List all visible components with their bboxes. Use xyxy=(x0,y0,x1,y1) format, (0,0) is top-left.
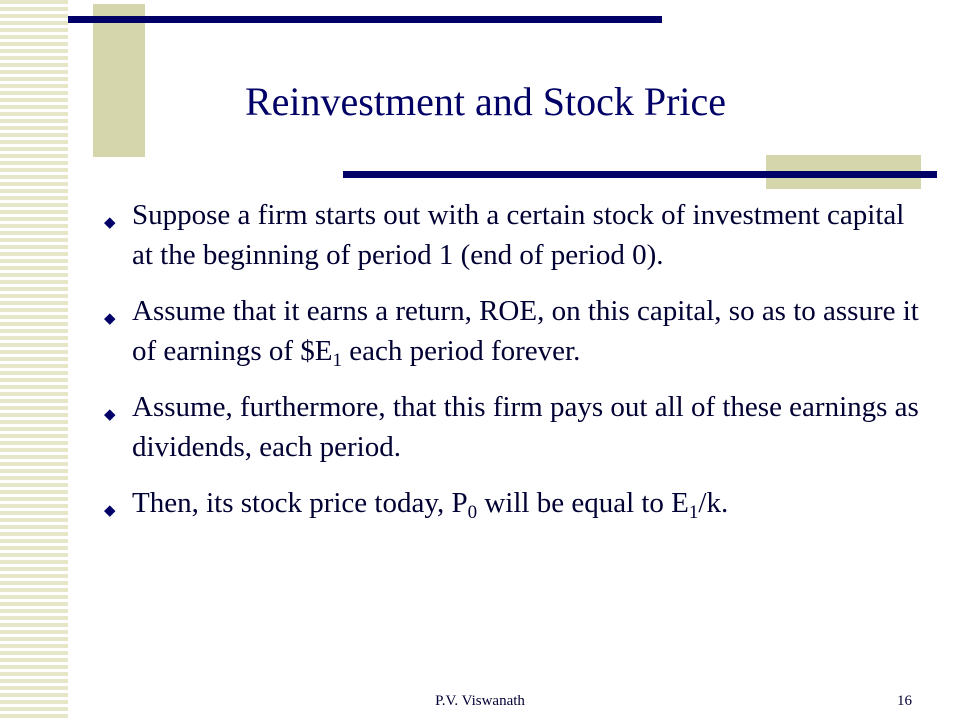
bullet-text-segment: Suppose a firm starts out with a certain stock of investment capital at the beginning of period 1 (end of period 0). xyxy=(132,199,905,271)
bullet-text-segment: /k. xyxy=(698,487,729,519)
bullet-item xyxy=(104,291,924,371)
bullet-text xyxy=(132,195,924,275)
slide-title: Reinvestment and Stock Price xyxy=(245,79,727,124)
bullet-item xyxy=(104,483,924,523)
diamond-icon: ◆ xyxy=(104,215,116,231)
bullet-text-segment: Assume, furthermore, that this firm pays out all of these earnings as dividends, each period. xyxy=(132,391,919,463)
subscript: 0 xyxy=(467,502,478,523)
bullet-text xyxy=(132,291,924,371)
page-number: 16 xyxy=(897,693,912,709)
bullet-text xyxy=(132,387,924,467)
diamond-icon: ◆ xyxy=(104,407,116,423)
decorative-bar-mid xyxy=(343,171,937,178)
diamond-icon: ◆ xyxy=(104,503,116,519)
footer-author: P.V. Viswanath xyxy=(435,693,525,709)
subscript: 1 xyxy=(688,502,699,523)
decorative-stripes xyxy=(0,0,68,720)
subscript: 1 xyxy=(332,350,343,371)
decorative-block-top xyxy=(93,4,145,157)
bullet-list xyxy=(104,195,924,539)
diamond-icon: ◆ xyxy=(104,311,116,327)
bullet-text xyxy=(132,483,924,523)
bullet-text-segment: Then, its stock price today, P xyxy=(132,487,468,519)
bullet-text-segment: each period forever. xyxy=(342,335,581,367)
decorative-bar-top xyxy=(68,16,662,23)
bullet-text-segment: will be equal to E xyxy=(477,487,689,519)
bullet-item xyxy=(104,195,924,275)
bullet-text-segment: Assume that it earns a return, ROE, on this capital, so as to assure it of earnings of $E xyxy=(132,295,919,367)
bullet-item xyxy=(104,387,924,467)
